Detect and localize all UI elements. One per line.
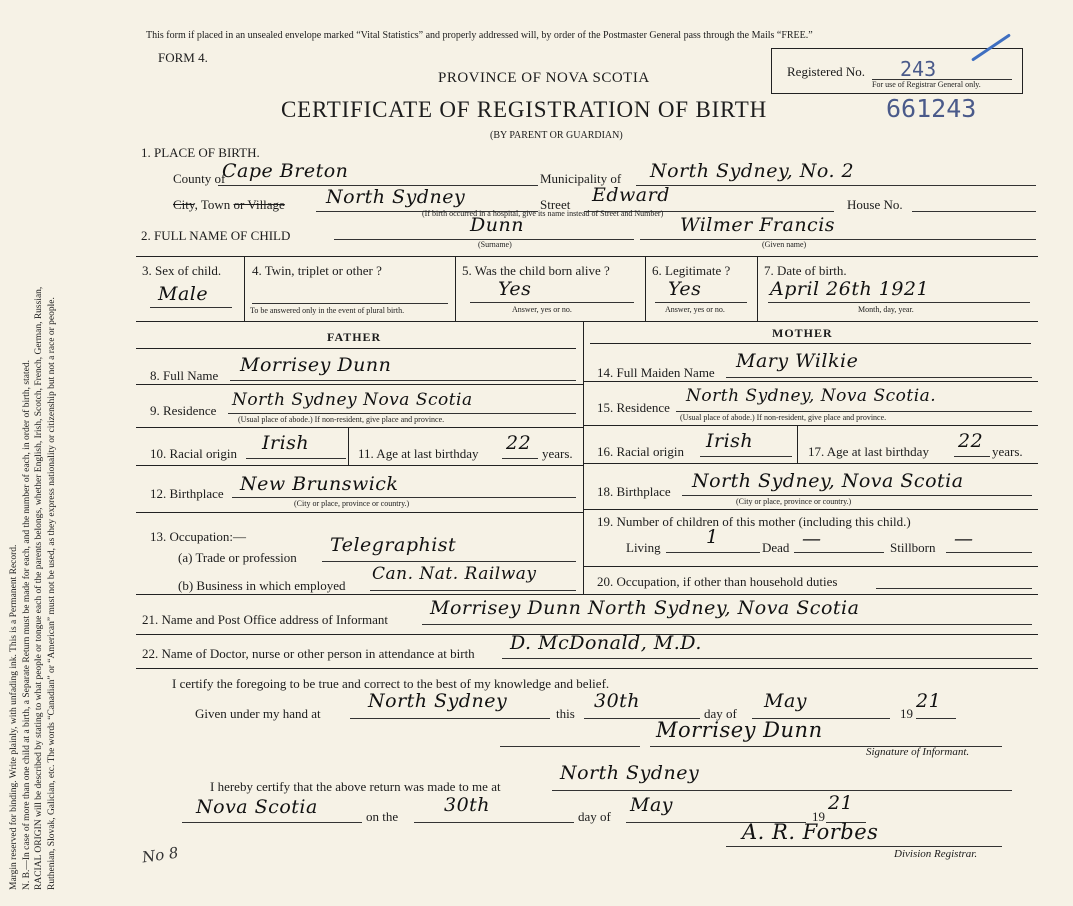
dead-label: Dead <box>762 540 790 555</box>
margin-note-1: Margin reserved for binding. Write plainly, with unfading ink. This is a Permanent Record. <box>9 544 19 890</box>
mother-years-label: years. <box>992 444 1023 459</box>
municipality-value: North Sydney, No. 2 <box>650 160 855 182</box>
father-trade-value: Telegraphist <box>330 534 457 556</box>
father-business-value: Can. Nat. Railway <box>372 564 537 584</box>
town-value: North Sydney <box>326 186 466 208</box>
doctor-label: 22. Name of Doctor, nurse or other person in attendance at birth <box>142 646 475 661</box>
registrar-day-value: 30th <box>444 794 491 816</box>
mother-racial-label: 16. Racial origin <box>597 444 685 459</box>
form-number: FORM 4. <box>158 50 208 65</box>
mother-heading: MOTHER <box>772 326 833 340</box>
house-number-label: House No. <box>847 197 903 212</box>
stillborn-value: — <box>954 528 974 550</box>
mother-occupation-label: 20. Occupation, if other than household duties <box>597 574 838 589</box>
place-of-birth-label: 1. PLACE OF BIRTH. <box>141 145 260 160</box>
legitimate-value: Yes <box>668 278 702 300</box>
hospital-note: (If birth occurred in a hospital, give its name instead of Street and Number) <box>422 209 664 218</box>
registrar-signature: A. R. Forbes <box>742 820 879 844</box>
stamped-number: 661243 <box>886 94 977 123</box>
informant-signature: Morrisey Dunn <box>656 718 823 742</box>
father-residence-value: North Sydney Nova Scotia <box>232 390 473 410</box>
registrar-year-prefix: 19 <box>812 809 825 824</box>
child-surname: Dunn <box>470 214 524 236</box>
born-alive-value: Yes <box>498 278 532 300</box>
twin-note: To be answered only in the event of plural birth. <box>250 306 405 315</box>
stillborn-label: Stillborn <box>890 540 936 555</box>
registrar-province-value: Nova Scotia <box>196 796 318 818</box>
city-town-village-label <box>173 197 285 213</box>
father-years-label: years. <box>542 446 573 461</box>
born-alive-label: 5. Was the child born alive ? <box>462 263 610 278</box>
father-trade-label: (a) Trade or profession <box>178 550 297 565</box>
father-name-value: Morrisey Dunn <box>240 354 392 376</box>
father-birthplace-label: 12. Birthplace <box>150 486 224 501</box>
margin-notes <box>8 0 126 890</box>
father-racial-value: Irish <box>262 432 310 454</box>
village-label: or Village <box>233 197 285 212</box>
street-label: Street <box>540 197 571 212</box>
street-value: Edward <box>592 184 670 206</box>
mother-name-label: 14. Full Maiden Name <box>597 365 715 380</box>
margin-note-3: RACIAL ORIGIN will be described by stating to what people or tongue each of the parents belongs, whether English, Irish, Scotch, French, German, Russian, <box>34 286 44 890</box>
legitimate-label: 6. Legitimate ? <box>652 263 731 278</box>
child-name-label: 2. FULL NAME OF CHILD <box>141 228 291 243</box>
father-birthplace-note: (City or place, province or country.) <box>294 499 410 508</box>
registrar-on-the-label: on the <box>366 809 399 824</box>
surname-note: (Surname) <box>478 240 512 249</box>
registered-label: Registered No. <box>787 64 865 79</box>
date-of-birth-value: April 26th 1921 <box>770 278 930 300</box>
mother-age-value: 22 <box>958 430 984 452</box>
mother-birthplace-value: North Sydney, Nova Scotia <box>692 470 964 492</box>
informant-signature-label: Signature of Informant. <box>866 746 970 758</box>
given-name-note: (Given name) <box>762 240 807 249</box>
town-label: , Town <box>194 197 231 212</box>
date-of-birth-note: Month, day, year. <box>858 305 914 314</box>
date-of-birth-label: 7. Date of birth. <box>764 263 847 278</box>
registrar-place-value: North Sydney <box>560 762 700 784</box>
living-value: 1 <box>706 526 719 548</box>
mother-name-value: Mary Wilkie <box>736 350 859 372</box>
father-occupation-label: 13. Occupation:— <box>150 529 247 544</box>
given-year-prefix: 19 <box>900 706 913 721</box>
father-racial-label: 10. Racial origin <box>150 446 238 461</box>
legitimate-note: Answer, yes or no. <box>665 305 725 314</box>
given-day-value: 30th <box>594 690 641 712</box>
father-heading: FATHER <box>327 330 382 344</box>
mother-birthplace-note: (City or place, province or country.) <box>736 497 852 506</box>
margin-handwritten-note: No 8 <box>140 843 180 867</box>
this-label: this <box>556 706 575 721</box>
given-day-of-label: day of <box>704 706 737 721</box>
given-month-value: May <box>764 690 808 712</box>
given-under-hand-label: Given under my hand at <box>195 706 321 721</box>
margin-note-4: Ruthenian, Slovak, Galician, etc. The words “Canadian” or “American” must not be used, as they express nationality or citizenship but not a race or people. <box>46 297 57 890</box>
province-heading: PROVINCE OF NOVA SCOTIA <box>438 70 650 86</box>
father-birthplace-value: New Brunswick <box>240 473 399 495</box>
twin-label: 4. Twin, triplet or other ? <box>252 263 382 278</box>
certify-statement: I certify the foregoing to be true and correct to the best of my knowledge and belief. <box>172 676 610 691</box>
dead-value: — <box>802 528 822 550</box>
mother-residence-value: North Sydney, Nova Scotia. <box>686 386 937 406</box>
father-age-value: 22 <box>506 432 532 454</box>
city-label: City <box>173 197 195 212</box>
father-residence-note: (Usual place of abode.) If non-resident, give place and province. <box>238 415 445 424</box>
informant-value: Morrisey Dunn North Sydney, Nova Scotia <box>430 597 860 619</box>
county-value: Cape Breton <box>222 160 349 182</box>
certificate-subtitle: (BY PARENT OR GUARDIAN) <box>490 130 623 141</box>
father-name-label: 8. Full Name <box>150 368 219 383</box>
mother-residence-note: (Usual place of abode.) If non-resident, give place and province. <box>680 413 887 422</box>
mother-birthplace-label: 18. Birthplace <box>597 484 671 499</box>
registrar-certify-label: I hereby certify that the above return was made to me at <box>210 779 501 794</box>
registrar-signature-label: Division Registrar. <box>894 848 978 860</box>
mother-age-label: 17. Age at last birthday <box>808 444 929 459</box>
county-label: County of <box>173 171 226 186</box>
father-age-label: 11. Age at last birthday <box>358 446 479 461</box>
registered-note: For use of Registrar General only. <box>872 80 981 89</box>
informant-label: 21. Name and Post Office address of Informant <box>142 612 388 627</box>
municipality-label: Municipality of <box>540 171 622 186</box>
mother-racial-value: Irish <box>706 430 754 452</box>
father-business-label: (b) Business in which employed <box>178 578 346 593</box>
certificate-title: CERTIFICATE OF REGISTRATION OF BIRTH <box>281 97 768 122</box>
given-place-value: North Sydney <box>368 690 508 712</box>
mother-children-label: 19. Number of children of this mother (including this child.) <box>597 514 911 529</box>
registrar-day-of-label: day of <box>578 809 611 824</box>
sex-value: Male <box>158 283 209 305</box>
registrar-month-value: May <box>630 794 674 816</box>
mail-notice: This form if placed in an unsealed envelope marked “Vital Statistics” and properly addressed will, by order of the Postmaster General pass through the Mails “FREE.” <box>146 30 813 41</box>
doctor-value: D. McDonald, M.D. <box>510 632 702 654</box>
sex-label: 3. Sex of child. <box>142 263 222 278</box>
born-alive-note: Answer, yes or no. <box>512 305 572 314</box>
registrar-year-value: 21 <box>828 792 854 814</box>
child-given-name: Wilmer Francis <box>680 214 836 236</box>
given-year-value: 21 <box>916 690 942 712</box>
registered-number: 243 <box>900 57 937 81</box>
mother-residence-label: 15. Residence <box>597 400 670 415</box>
margin-note-2: N. B.—In case of more than one child at a birth, a Separate Return must be made for each, and the number of each, in order of birth, stated. <box>21 360 32 890</box>
living-label: Living <box>626 540 661 555</box>
father-residence-label: 9. Residence <box>150 403 217 418</box>
